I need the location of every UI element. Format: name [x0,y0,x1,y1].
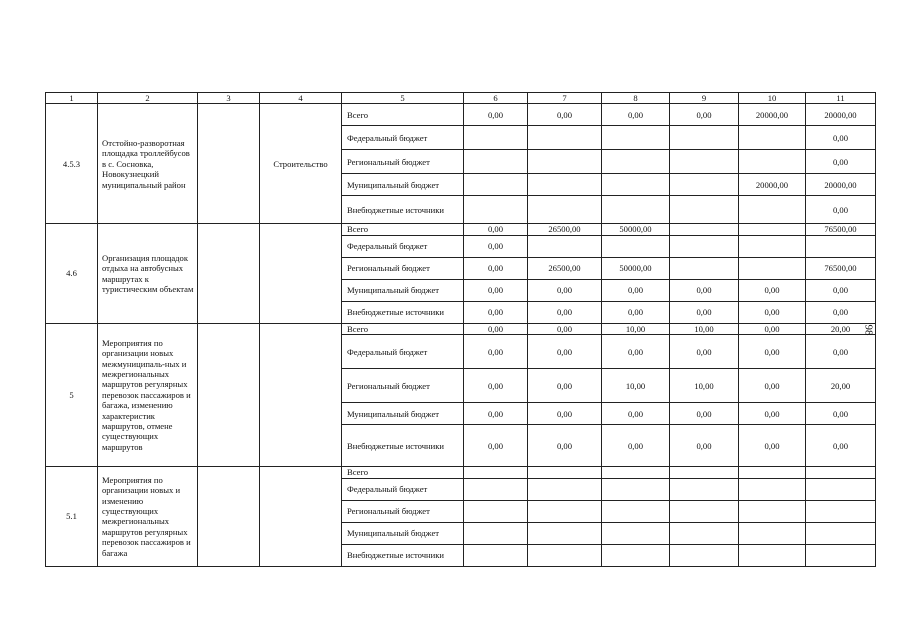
value-cell: 0,00 [528,403,602,425]
value-cell [739,478,806,500]
value-cell [670,522,739,544]
value-cell [670,224,739,235]
value-cell: 26500,00 [528,257,602,279]
item-action: Строительство [260,104,342,224]
value-cell: 0,00 [528,425,602,467]
funding-source: Муниципальный бюджет [342,403,464,425]
value-cell: 0,00 [464,369,528,403]
value-cell: 20,00 [806,323,876,334]
value-cell [602,126,670,150]
value-cell: 0,00 [464,335,528,369]
value-cell: 0,00 [464,425,528,467]
value-cell: 0,00 [464,279,528,301]
header-cell: 2 [98,93,198,104]
value-cell [528,467,602,478]
item-col3 [198,104,260,224]
value-cell: 20000,00 [806,104,876,126]
value-cell: 0,00 [739,335,806,369]
header-cell: 10 [739,93,806,104]
value-cell [528,478,602,500]
value-cell: 0,00 [464,224,528,235]
value-cell: 20000,00 [806,174,876,196]
value-cell [528,150,602,174]
value-cell: 26500,00 [528,224,602,235]
value-cell [670,126,739,150]
value-cell: 0,00 [528,301,602,323]
item-action [260,323,342,466]
value-cell [670,150,739,174]
value-cell: 0,00 [464,104,528,126]
value-cell: 0,00 [464,235,528,257]
value-cell: 0,00 [528,369,602,403]
value-cell: 0,00 [670,335,739,369]
value-cell: 0,00 [806,126,876,150]
value-cell: 0,00 [528,335,602,369]
value-cell [464,478,528,500]
value-cell: 0,00 [806,150,876,174]
item-col3 [198,467,260,566]
value-cell: 0,00 [806,301,876,323]
value-cell [806,500,876,522]
value-cell [464,196,528,224]
value-cell: 0,00 [602,301,670,323]
value-cell: 0,00 [528,104,602,126]
item-action [260,224,342,323]
table-row [46,467,876,478]
value-cell: 0,00 [670,403,739,425]
funding-source: Внебюджетные источники [342,196,464,224]
page-number: 98 [862,324,875,336]
header-cell: 11 [806,93,876,104]
funding-source: Федеральный бюджет [342,235,464,257]
value-cell: 20000,00 [739,174,806,196]
value-cell [528,544,602,566]
funding-source: Всего [342,224,464,235]
value-cell: 0,00 [806,196,876,224]
value-cell [464,126,528,150]
value-cell [670,467,739,478]
value-cell [670,544,739,566]
value-cell [806,467,876,478]
value-cell: 10,00 [670,323,739,334]
value-cell [739,235,806,257]
value-cell [670,235,739,257]
value-cell: 0,00 [464,323,528,334]
value-cell [464,150,528,174]
value-cell [464,544,528,566]
value-cell [739,467,806,478]
value-cell [670,500,739,522]
value-cell [464,522,528,544]
item-col3 [198,323,260,466]
value-cell: 0,00 [602,335,670,369]
value-cell [602,522,670,544]
funding-source: Региональный бюджет [342,150,464,174]
funding-source: Федеральный бюджет [342,335,464,369]
funding-source: Региональный бюджет [342,500,464,522]
value-cell: 76500,00 [806,257,876,279]
value-cell [806,544,876,566]
value-cell [739,126,806,150]
funding-source: Региональный бюджет [342,257,464,279]
table-body [46,93,876,567]
value-cell [739,522,806,544]
item-code: 5 [46,323,98,466]
value-cell [528,500,602,522]
funding-source: Муниципальный бюджет [342,522,464,544]
value-cell [806,235,876,257]
value-cell: 0,00 [464,403,528,425]
funding-source: Внебюджетные источники [342,301,464,323]
table-row [46,323,876,334]
value-cell [464,467,528,478]
header-cell: 5 [342,93,464,104]
header-cell: 3 [198,93,260,104]
value-cell: 0,00 [670,104,739,126]
table-row [46,224,876,235]
value-cell: 0,00 [739,301,806,323]
funding-source: Внебюджетные источники [342,425,464,467]
value-cell [602,467,670,478]
funding-source: Всего [342,323,464,334]
value-cell [739,257,806,279]
value-cell [739,150,806,174]
value-cell [528,522,602,544]
value-cell: 10,00 [602,323,670,334]
header-cell: 4 [260,93,342,104]
value-cell: 10,00 [602,369,670,403]
value-cell: 76500,00 [806,224,876,235]
item-code: 4.6 [46,224,98,323]
value-cell [464,174,528,196]
item-code: 5.1 [46,467,98,566]
value-cell: 0,00 [739,403,806,425]
value-cell [602,150,670,174]
header-cell: 1 [46,93,98,104]
funding-source: Федеральный бюджет [342,126,464,150]
value-cell: 0,00 [528,323,602,334]
value-cell [602,478,670,500]
value-cell [670,174,739,196]
value-cell: 0,00 [670,301,739,323]
value-cell: 0,00 [670,425,739,467]
funding-source: Внебюджетные источники [342,544,464,566]
header-cell: 9 [670,93,739,104]
value-cell [806,522,876,544]
value-cell: 0,00 [602,403,670,425]
value-cell: 0,00 [806,335,876,369]
value-cell [806,478,876,500]
value-cell: 0,00 [739,279,806,301]
value-cell [528,174,602,196]
value-cell [528,196,602,224]
value-cell [528,235,602,257]
value-cell [464,500,528,522]
value-cell: 20,00 [806,369,876,403]
value-cell: 0,00 [739,323,806,334]
value-cell: 0,00 [464,257,528,279]
value-cell: 0,00 [528,279,602,301]
funding-source: Муниципальный бюджет [342,279,464,301]
item-name: Мероприятия по организации новых межмуниципаль-ных и межрегиональных маршрутов регулярных перевозок пассажиров и багажа, изменению характеристик маршрутов, отмене существующих маршрутов [98,323,198,466]
value-cell: 10,00 [670,369,739,403]
header-cell: 8 [602,93,670,104]
value-cell: 0,00 [602,425,670,467]
value-cell: 0,00 [739,425,806,467]
value-cell: 50000,00 [602,224,670,235]
value-cell [602,500,670,522]
value-cell [670,478,739,500]
header-cell: 6 [464,93,528,104]
value-cell [528,126,602,150]
header-row [46,93,876,104]
funding-source: Региональный бюджет [342,369,464,403]
value-cell [739,500,806,522]
value-cell: 0,00 [464,301,528,323]
value-cell: 50000,00 [602,257,670,279]
value-cell [739,544,806,566]
budget-table [45,92,876,567]
header-cell: 7 [528,93,602,104]
value-cell: 0,00 [806,403,876,425]
value-cell [602,235,670,257]
value-cell: 0,00 [670,279,739,301]
value-cell: 0,00 [602,279,670,301]
item-code: 4.5.3 [46,104,98,224]
item-action [260,467,342,566]
value-cell: 0,00 [602,104,670,126]
value-cell [670,257,739,279]
value-cell: 0,00 [806,425,876,467]
value-cell: 0,00 [806,279,876,301]
funding-source: Всего [342,467,464,478]
funding-source: Муниципальный бюджет [342,174,464,196]
value-cell [602,196,670,224]
funding-source: Всего [342,104,464,126]
item-name: Мероприятия по организации новых и изменению существующих межрегиональных маршрутов регулярных перевозок пассажиров и багажа [98,467,198,566]
value-cell [602,544,670,566]
item-name: Отстойно-разворотная площадка троллейбусов в с. Сосновка, Новокузнецкий муниципальный район [98,104,198,224]
funding-source: Федеральный бюджет [342,478,464,500]
table-row [46,104,876,126]
value-cell: 0,00 [739,369,806,403]
value-cell [602,174,670,196]
value-cell [739,196,806,224]
value-cell: 20000,00 [739,104,806,126]
value-cell [670,196,739,224]
value-cell [739,224,806,235]
item-col3 [198,224,260,323]
item-name: Организация площадок отдыха на автобусных маршрутах к туристическим объектам [98,224,198,323]
